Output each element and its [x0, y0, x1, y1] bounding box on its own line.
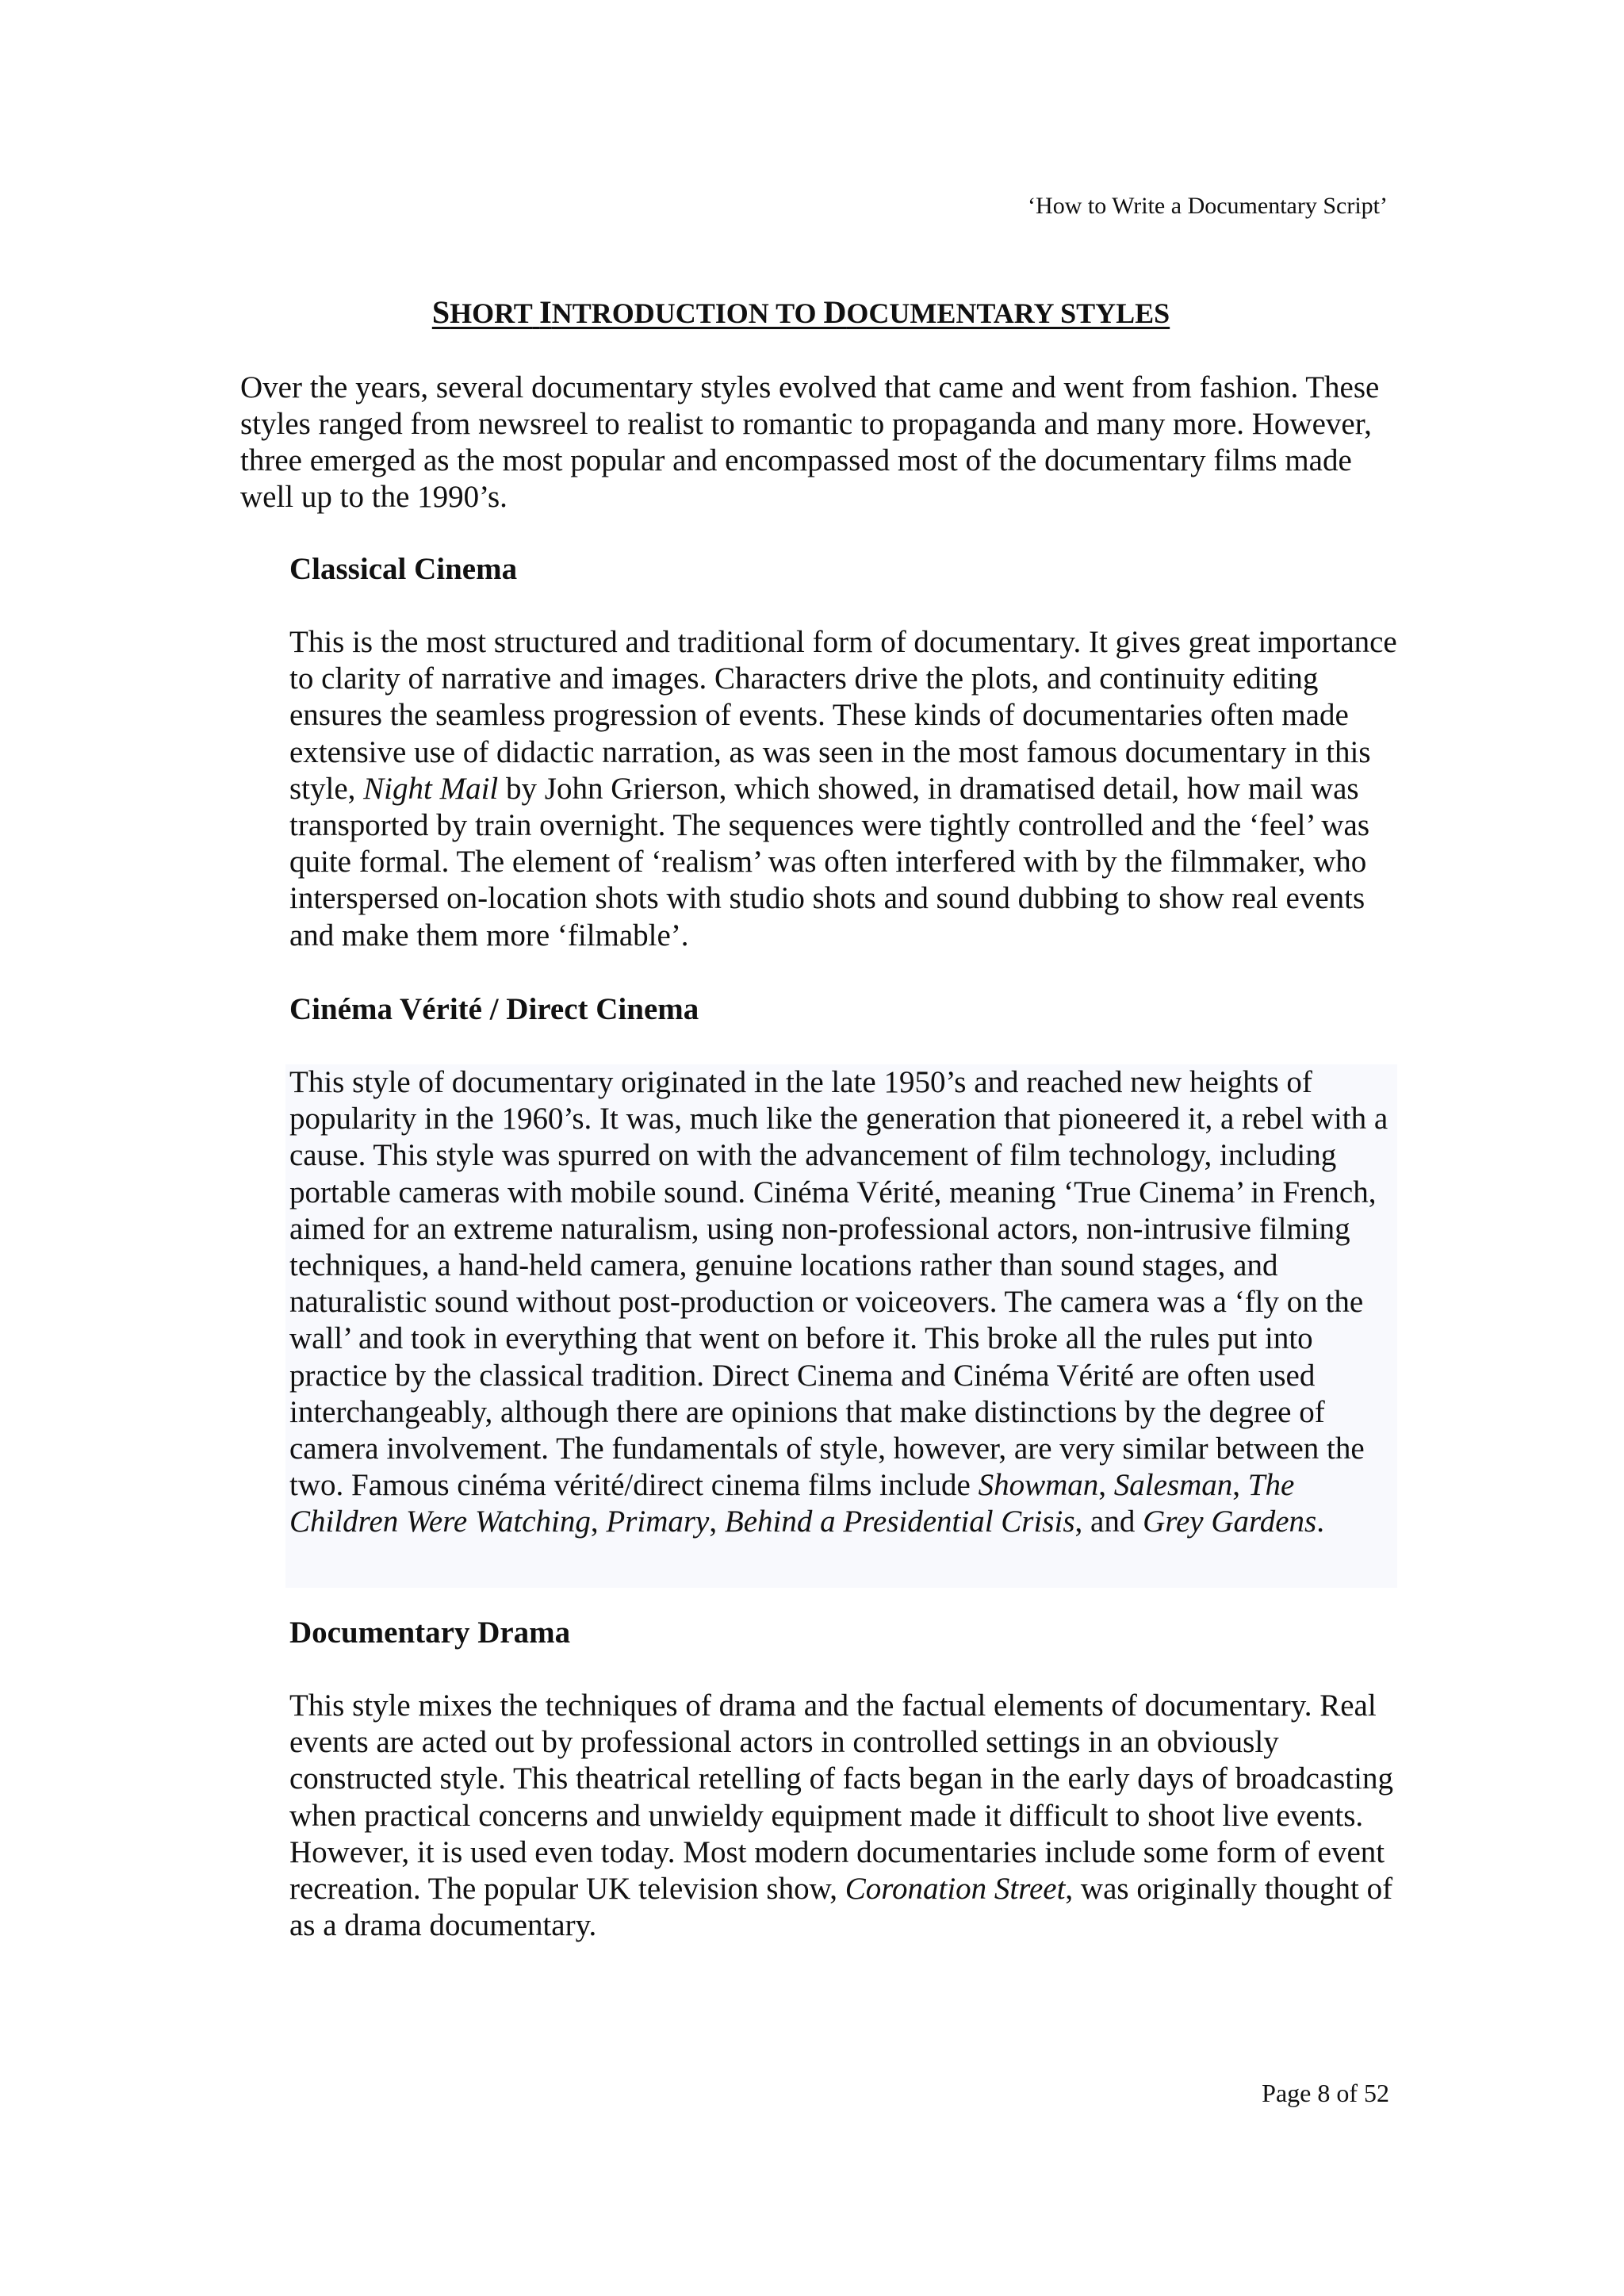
- section-documentary-drama: [289, 1615, 1400, 1944]
- section-cinema-verite: [289, 991, 1400, 1541]
- film-title: Grey Gardens: [1143, 1504, 1317, 1539]
- film-title: Behind a Presidential Crisis: [724, 1504, 1075, 1539]
- running-header: ‘How to Write a Documentary Script’: [1028, 193, 1388, 219]
- film-title: Night Mail: [363, 771, 499, 806]
- section-paragraph: This style of documentary originated in the late 1950’s and reached new heights of popularity in the 1960’s. It was, much like the generation that pioneered it, a rebel with a cause. This style was spurred on with the advancement of film technology, including portable cameras with mobile sound. Cinéma Vérité, meaning ‘True Cinema’ in French, aimed for an extreme naturalism, using non-professional actors, non-intrusive filming techniques, a hand-held camera, genuine locations rather than sound stages, and naturalistic sound without post-production or voiceovers. The camera was a ‘fly on the wall’ and took in everything that went on before it. This broke all the rules put into practice by the classical tradition. Direct Cinema and Cinéma Vérité are often used interchangeably, although there are opinions that make distinctions by the degree of camera involvement. The fundamentals of style, however, are very similar between the two. Famous cinéma vérité/direct cinema films include Showman, Salesman, The Children Were Watching, Primary, Behind a Presidential Crisis, and Grey Gardens.: [289, 1065, 1388, 1539]
- section-paragraph: This style mixes the techniques of drama and the factual elements of documentary. Real events are acted out by professional actors in controlled settings in an obviously constructed style. This theatrical retelling of facts began in the early days of broadcasting when practical concerns and unwieldy equipment made it difficult to shoot live events. However, it is used even today. Most modern documentaries include some form of event recreation. The popular UK television show, Coronation Street, was originally thought of as a drama documentary.: [289, 1688, 1393, 1943]
- section-heading: Cinéma Vérité / Direct Cinema: [289, 992, 699, 1026]
- section-classical-cinema: [289, 551, 1400, 954]
- film-title: Showman: [978, 1468, 1099, 1503]
- intro-paragraph: Over the years, several documentary styles evolved that came and went from fashion. These styles ranged from newsreel to realist to romantic to propaganda and many more. However, three emerged as the most popular and encompassed most of the documentary films made well up to the 1990’s.: [240, 370, 1380, 514]
- page-title: SHORT INTRODUCTION TO DOCUMENTARY STYLES: [431, 294, 1170, 330]
- page-number: Page 8 of 52: [1262, 2079, 1389, 2107]
- film-title: Primary: [606, 1504, 710, 1539]
- section-paragraph: This is the most structured and traditional form of documentary. It gives great importance to clarity of narrative and images. Characters drive the plots, and continuity editing ensures the seamless progression of events. These kinds of documentaries often made extensive use of didactic narration, as was seen in the most famous documentary in this style, Night Mail by John Grierson, which showed, in dramatised detail, how mail was transported by train overnight. The sequences were tightly controlled and the ‘feel’ was quite formal. The element of ‘realism’ was often interfered with by the filmmaker, who interspersed on-location shots with studio shots and sound dubbing to show real events and make them more ‘filmable’.: [289, 625, 1397, 953]
- film-title: The Children Were Watching: [289, 1468, 1295, 1539]
- show-title: Coronation Street: [845, 1872, 1066, 1907]
- film-title: Salesman: [1113, 1468, 1233, 1503]
- section-heading: Classical Cinema: [289, 552, 518, 586]
- section-heading: Documentary Drama: [289, 1616, 571, 1650]
